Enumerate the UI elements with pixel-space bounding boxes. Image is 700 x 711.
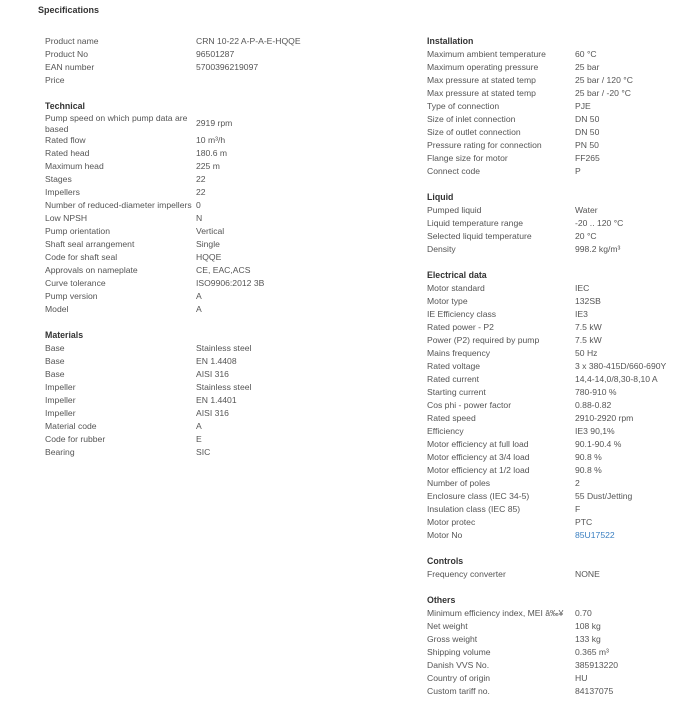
spec-label: Low NPSH [45,213,88,224]
spec-label: Frequency converter [427,569,506,580]
spec-value: 25 bar / 120 °C [575,75,633,86]
spec-label: Motor No [427,530,463,541]
spec-row [45,48,405,61]
spec-label: Base [45,356,65,367]
spec-value: 7.5 kW [575,322,602,333]
spec-label: Base [45,369,65,380]
spec-label: Starting current [427,387,486,398]
spec-row [45,407,405,420]
spec-row [427,113,697,126]
spec-label: Motor type [427,296,468,307]
spec-label: Selected liquid temperature [427,231,532,242]
spec-label: Shaft seal arrangement [45,239,135,250]
spec-row [427,516,697,529]
spec-label: Approvals on nameplate [45,265,138,276]
spec-label: Cos phi - power factor [427,400,512,411]
spec-row [45,147,405,160]
right-column [427,35,697,711]
spec-value: CRN 10-22 A-P-A-E-HQQE [196,36,301,47]
spec-row [427,477,697,490]
section-title: Electrical data [427,270,487,280]
spec-row [427,61,697,74]
spec-label: Stages [45,174,72,185]
spec-row [45,186,405,199]
spec-row [427,412,697,425]
section-controls [427,555,697,581]
spec-label: Power (P2) required by pump [427,335,540,346]
spec-value: 50 Hz [575,348,598,359]
spec-row [45,199,405,212]
spec-row [427,48,697,61]
spec-label: Number of poles [427,478,491,489]
spec-label: Impeller [45,382,76,393]
spec-row [427,165,697,178]
spec-row [427,607,697,620]
spec-label: Pumped liquid [427,205,482,216]
spec-value: SIC [196,447,211,458]
spec-row [427,620,697,633]
spec-row [427,100,697,113]
spec-label: Impeller [45,395,76,406]
spec-label: Pump speed on which pump data are based [45,113,188,134]
spec-label: Shipping volume [427,647,491,658]
spec-value: 10 m³/h [196,135,226,146]
spec-label: Maximum head [45,161,104,172]
section-liquid [427,191,697,256]
spec-label: Material code [45,421,97,432]
spec-value: 3 x 380-415D/660-690Y [575,361,667,372]
spec-row [427,126,697,139]
spec-label: Liquid temperature range [427,218,524,229]
spec-row [427,568,697,581]
spec-row [45,74,405,87]
spec-value: 90.1-90.4 % [575,439,622,450]
spec-value: 108 kg [575,621,601,632]
spec-value: 132SB [575,296,601,307]
spec-value: Vertical [196,226,225,237]
spec-value: 0.70 [575,608,592,619]
spec-label: Motor protec [427,517,476,528]
spec-value: -20 .. 120 °C [575,218,624,229]
section-materials [45,329,405,459]
spec-value: A [196,304,202,315]
spec-row [427,646,697,659]
spec-value: 0.365 m³ [575,647,609,658]
spec-value: 5700396219097 [196,62,259,73]
spec-value: IE3 [575,309,588,320]
spec-label: Rated power - P2 [427,322,494,333]
spec-row [427,425,697,438]
spec-value: EN 1.4401 [196,395,237,406]
spec-value: A [196,291,202,302]
spec-label: Flange size for motor [427,153,508,164]
spec-label: Curve tolerance [45,278,106,289]
spec-value: HU [575,673,588,684]
spec-label: Rated current [427,374,480,385]
spec-value: IE3 90,1% [575,426,615,437]
page-title: Specifications [38,5,100,15]
spec-row [427,321,697,334]
spec-row [427,373,697,386]
spec-value: PTC [575,517,593,528]
spec-value: ISO9906:2012 3B [196,278,265,289]
spec-row [427,503,697,516]
spec-row [45,212,405,225]
spec-value: 84137075 [575,686,614,697]
spec-label: Pump orientation [45,226,110,237]
spec-label: Enclosure class (IEC 34-5) [427,491,530,502]
spec-label: Insulation class (IEC 85) [427,504,521,515]
spec-row [45,113,405,134]
spec-value: 2910-2920 rpm [575,413,634,424]
section-title: Technical [45,101,85,111]
spec-label: Size of outlet connection [427,127,521,138]
spec-label: IE Efficiency class [427,309,497,320]
spec-label: Density [427,244,456,255]
spec-value: FF265 [575,153,600,164]
spec-value: 180.6 m [196,148,228,159]
spec-row [45,433,405,446]
spec-value: EN 1.4408 [196,356,237,367]
spec-row [45,251,405,264]
spec-value: IEC [575,283,590,294]
spec-label: Base [45,343,65,354]
spec-row [427,152,697,165]
spec-value: AISI 316 [196,408,229,419]
spec-value: 25 bar [575,62,600,73]
spec-row [427,204,697,217]
spec-value: 90.8 % [575,465,602,476]
spec-row [45,394,405,407]
section-title: Installation [427,36,474,46]
spec-value: 22 [196,187,206,198]
spec-label: Rated speed [427,413,476,424]
spec-value: AISI 316 [196,369,229,380]
spec-label: Efficiency [427,426,464,437]
spec-row [45,173,405,186]
spec-row [427,243,697,256]
spec-row [427,451,697,464]
left-column [45,35,405,472]
spec-value: 55 Dust/Jetting [575,491,633,502]
spec-value: 60 °C [575,49,597,60]
spec-label: Motor efficiency at 1/2 load [427,465,530,476]
spec-label: Price [45,75,65,86]
spec-label: Maximum ambient temperature [427,49,546,60]
spec-row [427,490,697,503]
spec-value: HQQE [196,252,222,263]
spec-value: 2 [575,478,580,489]
spec-value: 7.5 kW [575,335,602,346]
spec-label: EAN number [45,62,95,73]
spec-row [45,264,405,277]
spec-row [427,217,697,230]
spec-row [427,386,697,399]
spec-row [427,334,697,347]
spec-value: 90.8 % [575,452,602,463]
spec-value: Water [575,205,598,216]
spec-value: 998.2 kg/m³ [575,244,621,255]
spec-row [45,420,405,433]
spec-row [427,360,697,373]
spec-label: Product name [45,36,99,47]
spec-label: Size of inlet connection [427,114,516,125]
spec-row [45,290,405,303]
motor-no-link[interactable]: 85U17522 [575,530,615,541]
spec-value: 385913220 [575,660,619,671]
spec-row [45,303,405,316]
spec-value: 0 [196,200,201,211]
spec-row [427,230,697,243]
spec-value: 20 °C [575,231,597,242]
spec-row [45,446,405,459]
spec-value: 14,4-14,0/8,30-8,10 A [575,374,658,385]
section-title: Materials [45,330,84,340]
spec-row [427,87,697,100]
spec-label: Motor standard [427,283,485,294]
spec-value: F [575,504,581,515]
spec-row [427,74,697,87]
spec-label: Rated voltage [427,361,481,372]
spec-row [427,438,697,451]
section-title: Others [427,595,456,605]
spec-value: 0.88-0.82 [575,400,612,411]
spec-value: Single [196,239,220,250]
spec-value: Stainless steel [196,382,252,393]
spec-value: 133 kg [575,634,601,645]
spec-value: 2919 rpm [196,118,233,129]
section-electrical-data [427,269,697,542]
spec-label: Model [45,304,69,315]
spec-label: Rated head [45,148,90,159]
spec-row [427,347,697,360]
spec-value: Stainless steel [196,343,252,354]
spec-value: E [196,434,202,445]
spec-label: Mains frequency [427,348,491,359]
spec-label: Gross weight [427,634,478,645]
spec-row [45,355,405,368]
spec-label: Max pressure at stated temp [427,75,536,86]
spec-value: P [575,166,581,177]
section-technical [45,100,405,316]
spec-value: DN 50 [575,127,600,138]
spec-row [427,282,697,295]
spec-row [45,277,405,290]
spec-row [427,633,697,646]
spec-label: Danish VVS No. [427,660,490,671]
spec-row [427,464,697,477]
spec-label: Motor efficiency at full load [427,439,529,450]
spec-row [427,308,697,321]
spec-label: Product No [45,49,88,60]
spec-row [45,238,405,251]
spec-row [45,225,405,238]
spec-value: PJE [575,101,591,112]
spec-value: PN 50 [575,140,599,151]
spec-value: 22 [196,174,206,185]
spec-label: Maximum operating pressure [427,62,539,73]
spec-value: A [196,421,202,432]
spec-row [427,672,697,685]
spec-row [427,399,697,412]
section-others [427,594,697,698]
spec-value: NONE [575,569,600,580]
spec-label: Code for shaft seal [45,252,118,263]
spec-row [427,685,697,698]
spec-value: CE, EAC,ACS [196,265,251,276]
spec-row [45,381,405,394]
spec-row [427,295,697,308]
spec-label: Max pressure at stated temp [427,88,536,99]
spec-label: Net weight [427,621,468,632]
spec-row [45,61,405,74]
section-title: Controls [427,556,464,566]
spec-row [45,35,405,48]
spec-row [427,139,697,152]
spec-row [45,134,405,147]
spec-row [45,368,405,381]
spec-value: DN 50 [575,114,600,125]
spec-label: Bearing [45,447,75,458]
spec-label: Minimum efficiency index, MEI â‰¥ [427,608,564,619]
spec-label: Impellers [45,187,80,198]
spec-label: Impeller [45,408,76,419]
spec-label: Motor efficiency at 3/4 load [427,452,530,463]
spec-label: Type of connection [427,101,500,112]
spec-value: 25 bar / -20 °C [575,88,631,99]
spec-value: 225 m [196,161,220,172]
spec-value: 96501287 [196,49,235,60]
spec-row [427,529,697,542]
spec-label: Pump version [45,291,98,302]
spec-label: Pressure rating for connection [427,140,542,151]
spec-row [45,342,405,355]
spec-row [427,659,697,672]
spec-row [45,160,405,173]
section-product [45,35,405,87]
spec-label: Connect code [427,166,481,177]
spec-label: Country of origin [427,673,491,684]
spec-label: Custom tariff no. [427,686,490,697]
spec-label: Number of reduced-diameter impellers [45,200,192,211]
spec-label: Code for rubber [45,434,106,445]
spec-value: N [196,213,203,224]
section-title: Liquid [427,192,454,202]
section-installation [427,35,697,178]
spec-label: Rated flow [45,135,86,146]
spec-value: 780-910 % [575,387,617,398]
